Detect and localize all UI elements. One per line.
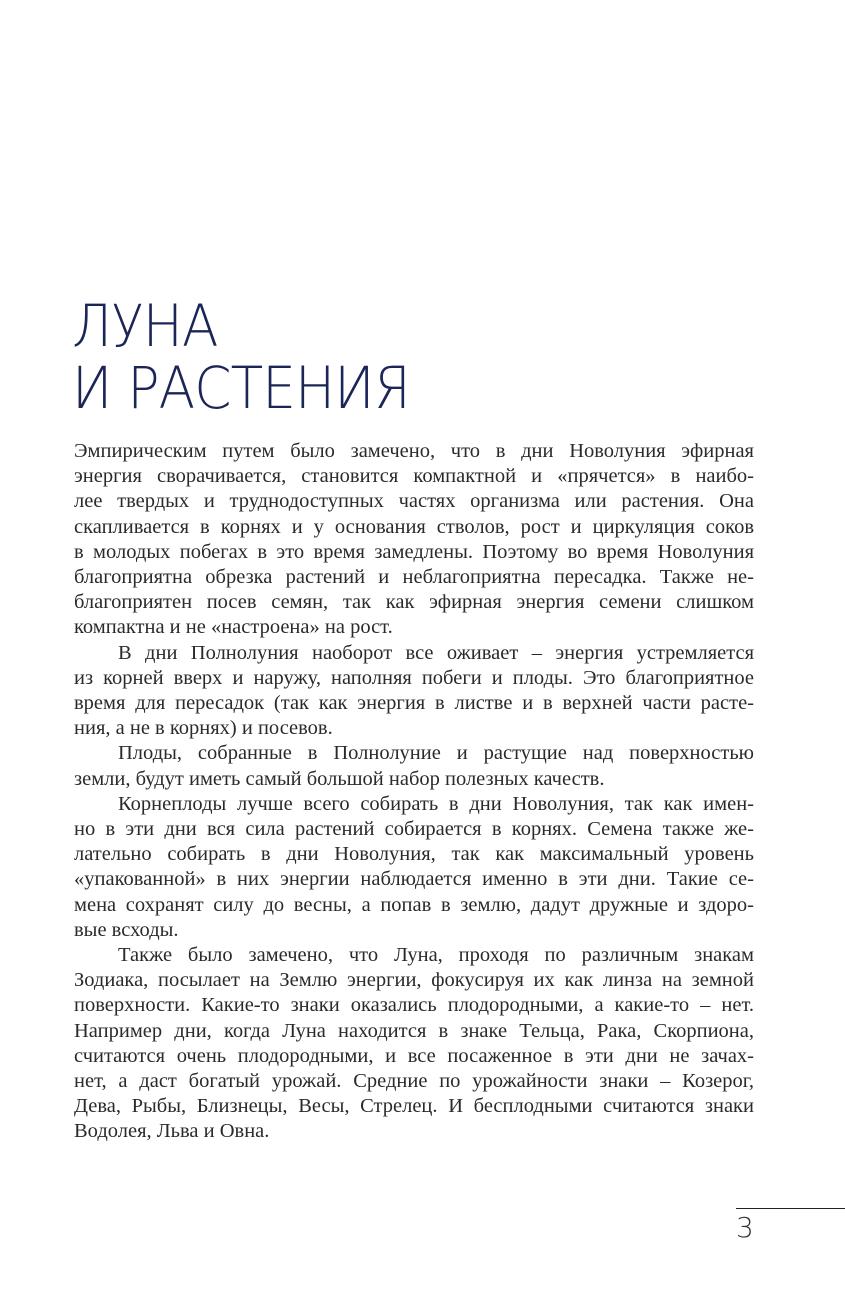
text-line: но в эти дни вся сила растений собирается в корнях. Семена также же- <box>74 818 754 841</box>
text-line: поверхности. Какие-то знаки оказались плодородными, а какие-то – нет. <box>74 994 754 1017</box>
paragraph-root-crops <box>74 792 754 943</box>
text-line: ния, а не в корнях) и посевов. <box>74 717 333 740</box>
text-line: Эмпирическим путем было замечено, что в дни Новолуния эфирная <box>74 440 754 462</box>
paragraph-zodiac <box>74 943 754 1145</box>
text-line: лательно собирать в дни Новолуния, так как максимальный уровень <box>74 843 754 866</box>
text-line: земли, будут иметь самый большой набор полезных качеств. <box>74 767 605 790</box>
text-line: считаются очень плодородными, и все посаженное в эти дни не зачах- <box>74 1044 754 1067</box>
text-line: лее твердых и труднодоступных частях организма или растения. Она <box>74 490 754 513</box>
footer-divider <box>736 1208 845 1209</box>
text-line: Дева, Рыбы, Близнецы, Весы, Стрелец. И бесплодными считаются знаки <box>74 1095 754 1118</box>
text-line: вые всходы. <box>74 918 179 941</box>
text-line: Например дни, когда Луна находится в знаке Тельца, Рака, Скорпиона, <box>74 1019 754 1042</box>
text-line: мена сохранят силу до весны, а попав в землю, дадут дружные и здоро- <box>74 893 754 916</box>
text-line: скапливается в корнях и у основания стволов, рост и циркуляция соков <box>74 515 754 538</box>
text-line: «упакованной» в них энергии наблюдается именно в эти дни. Такие се- <box>74 868 754 891</box>
text-line: Плоды, собранные в Полнолуние и растущие над поверхностью <box>118 742 754 765</box>
text-line: нет, а даст богатый урожай. Средние по урожайности знаки – Козерог, <box>74 1070 754 1093</box>
paragraph-new-moon <box>74 439 754 641</box>
chapter-title-line: И РАСТЕНИЯ <box>72 354 410 422</box>
chapter-title-line: ЛУНА <box>72 292 218 360</box>
text-line: благоприятна обрезка растений и неблагоприятна пересадка. Также не- <box>74 566 754 589</box>
text-line: благоприятен посев семян, так как эфирная энергия семени слишком <box>74 591 754 614</box>
text-line: Также было замечено, что Луна, проходя по различным знакам <box>118 944 754 967</box>
text-line: Зодиака, посылает на Землю энергии, фокусируя их как линза на земной <box>74 969 754 992</box>
text-line: в молодых побегах в это время замедлены. Поэтому во время Новолуния <box>74 540 754 563</box>
text-line: Корнеплоды лучше всего собирать в дни Новолуния, так как имен- <box>118 792 754 815</box>
text-line: время для пересадок (так как энергия в листве и в верхней части расте- <box>74 692 754 715</box>
page-number: 3 <box>736 1211 754 1244</box>
body-text <box>74 439 754 1145</box>
paragraph-fruits <box>74 741 754 791</box>
text-line: компактна и не «настроена» на рост. <box>74 616 393 639</box>
text-line: из корней вверх и наружу, наполняя побеги и плоды. Это благоприятное <box>74 666 754 689</box>
chapter-title <box>72 292 410 422</box>
text-line: Водолея, Льва и Овна. <box>74 1120 270 1143</box>
text-line: энергия сворачивается, становится компактной и «прячется» в наибо- <box>74 465 754 488</box>
text-line: В дни Полнолуния наоборот все оживает – энергия устремляется <box>118 641 754 664</box>
paragraph-full-moon <box>74 641 754 742</box>
